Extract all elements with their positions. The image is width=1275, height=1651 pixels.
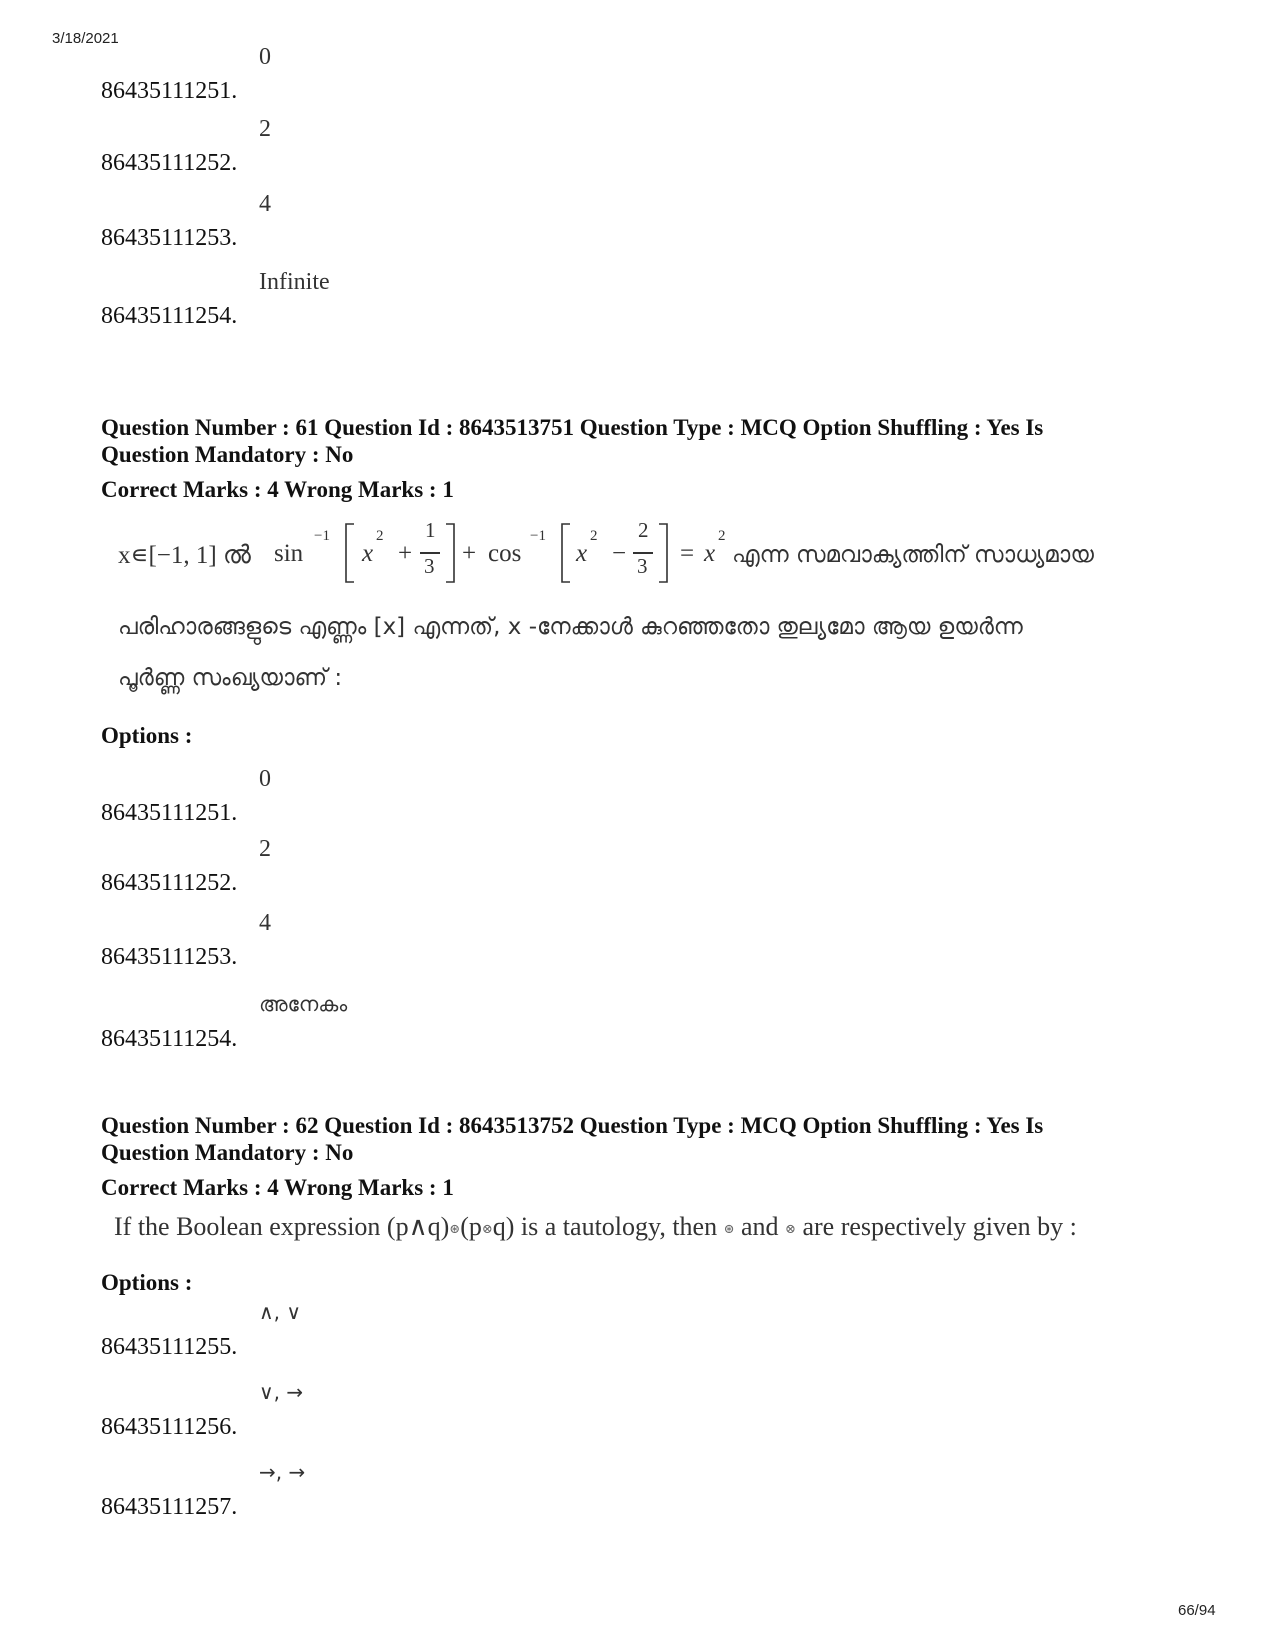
question-header xyxy=(101,414,1151,468)
stem-part: q) is a tautology, then xyxy=(492,1212,718,1241)
option-id: 86435111253. xyxy=(101,944,238,970)
option-value: 0 xyxy=(259,44,271,70)
fraction-denominator: 3 xyxy=(424,554,435,578)
option-item xyxy=(101,1460,1101,1520)
equation-equals: = xyxy=(680,540,695,567)
fraction-denominator: 3 xyxy=(637,554,648,578)
circled-asterisk-icon: ⊛ xyxy=(723,1221,735,1237)
stem-part: are respectively given by : xyxy=(802,1212,1077,1241)
option-id: 86435111252. xyxy=(101,150,238,176)
equation-inverse: −1 xyxy=(314,528,330,544)
equation-plus: + xyxy=(398,540,413,567)
question-header xyxy=(101,1112,1151,1166)
stem-part: and xyxy=(741,1212,779,1241)
fraction-numerator: 1 xyxy=(425,518,436,542)
question-stem-text: പരിഹാരങ്ങളുടെ എണ്ണം [x] എന്നത്, x -നേക്കാൾ കുറഞ്ഞതോ തുല്യമോ ആയ ഉയർന്ന xyxy=(118,614,1023,640)
option-value: 0 xyxy=(259,766,271,792)
option-item xyxy=(101,191,1101,251)
question-stem-text: എന്ന സമവാക്യത്തിന് സാധ്യമായ xyxy=(732,542,1094,568)
question-stem-text: പൂർണ്ണ സംഖ്യയാണ് : xyxy=(118,665,343,691)
option-value: 2 xyxy=(259,836,271,862)
option-value: Infinite xyxy=(259,269,330,295)
equation-square: 2 xyxy=(718,528,726,544)
circled-asterisk-icon: ⊛ xyxy=(449,1221,461,1237)
option-item xyxy=(101,992,1101,1052)
option-value: അനേകം xyxy=(259,992,348,1016)
option-id: 86435111253. xyxy=(101,225,238,251)
option-id: 86435111254. xyxy=(101,1026,238,1052)
option-item xyxy=(101,766,1101,826)
question-header-line: Question Mandatory : No xyxy=(101,1140,354,1165)
option-item xyxy=(101,836,1101,896)
equation-x: x xyxy=(704,540,716,567)
left-bracket-icon xyxy=(558,522,574,584)
question-marks: Correct Marks : 4 Wrong Marks : 1 xyxy=(101,1175,454,1200)
stem-part: (p xyxy=(460,1212,482,1241)
equation-sin: sin xyxy=(274,540,304,567)
option-id: 86435111251. xyxy=(101,800,238,826)
option-item xyxy=(101,1380,1101,1440)
equation-square: 2 xyxy=(590,528,598,544)
equation-plus: + xyxy=(462,540,477,567)
equation-square: 2 xyxy=(376,528,384,544)
option-item xyxy=(101,910,1101,970)
option-value: ∨, → xyxy=(259,1380,304,1404)
options-label: Options : xyxy=(101,723,193,748)
question-header-line: Question Mandatory : No xyxy=(101,442,354,467)
option-value: 4 xyxy=(259,191,271,217)
right-bracket-icon xyxy=(442,522,458,584)
equation-x: x xyxy=(576,540,588,567)
options-label: Options : xyxy=(101,1270,193,1295)
option-id: 86435111251. xyxy=(101,78,238,104)
option-id: 86435111255. xyxy=(101,1334,238,1360)
option-id: 86435111256. xyxy=(101,1414,238,1440)
equation-domain: x∊[−1, 1] ൽ xyxy=(118,542,251,569)
equation-inverse: −1 xyxy=(530,528,546,544)
option-id: 86435111254. xyxy=(101,303,238,329)
equation-minus: − xyxy=(612,540,627,567)
question-stem-equation xyxy=(118,518,1208,586)
print-date: 3/18/2021 xyxy=(52,30,119,47)
circled-times-icon: ⊗ xyxy=(481,1221,493,1237)
right-bracket-icon xyxy=(655,522,671,584)
page-number: 66/94 xyxy=(1178,1602,1216,1619)
question-header-line: Question Number : 61 Question Id : 8643513751 Question Type : MCQ Option Shuffling : Yes Is xyxy=(101,415,1044,440)
option-value: 2 xyxy=(259,116,271,142)
stem-part: If the Boolean expression (p∧q) xyxy=(114,1212,450,1241)
option-item xyxy=(101,1300,1101,1360)
equation-cos: cos xyxy=(488,540,522,567)
option-value: →, → xyxy=(259,1460,306,1484)
option-id: 86435111252. xyxy=(101,870,238,896)
left-bracket-icon xyxy=(342,522,358,584)
fraction-numerator: 2 xyxy=(638,518,649,542)
question-stem-text xyxy=(114,1212,1077,1242)
question-header-line: Question Number : 62 Question Id : 8643513752 Question Type : MCQ Option Shuffling : Yes Is xyxy=(101,1113,1044,1138)
equation-x: x xyxy=(362,540,374,567)
question-marks: Correct Marks : 4 Wrong Marks : 1 xyxy=(101,477,454,502)
option-item xyxy=(101,44,1101,104)
circled-times-icon: ⊗ xyxy=(785,1221,796,1237)
option-item xyxy=(101,269,1101,329)
option-value: ∧, ∨ xyxy=(259,1300,301,1324)
option-id: 86435111257. xyxy=(101,1494,238,1520)
option-item xyxy=(101,116,1101,176)
option-value: 4 xyxy=(259,910,271,936)
